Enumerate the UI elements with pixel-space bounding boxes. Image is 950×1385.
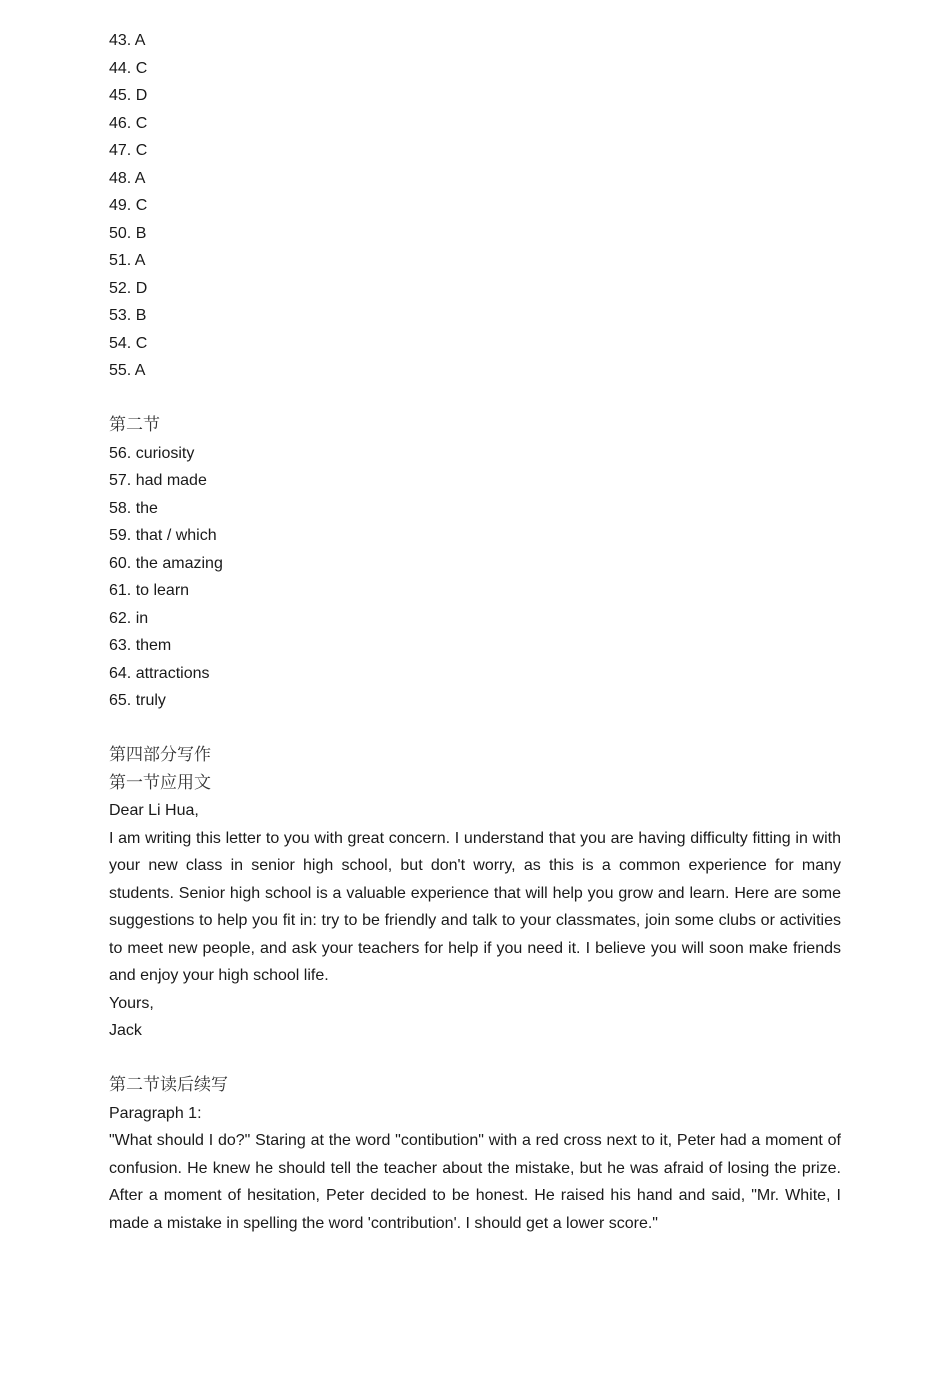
answer-item: 48. A (109, 169, 146, 187)
part4-section2-heading: 第二节读后续写 (109, 1075, 228, 1095)
answer-item: 64. attractions (109, 664, 210, 682)
answer-item: 58. the (109, 499, 158, 517)
paragraph-label: Paragraph 1: (109, 1104, 202, 1122)
answer-item: 56. curiosity (109, 444, 195, 462)
section2-heading: 第二节 (109, 415, 160, 435)
answer-item: 50. B (109, 224, 147, 242)
answer-item: 55. A (109, 362, 146, 379)
letter-closing: Yours, (109, 994, 154, 1012)
answer-item: 52. D (109, 279, 148, 297)
answer-item: 43. A (109, 32, 146, 49)
answer-item: 46. C (109, 114, 148, 132)
answer-item: 53. B (109, 307, 147, 324)
writing-part-block (109, 742, 841, 1045)
letter-signature: Jack (109, 1022, 142, 1039)
answer-item: 59. that / which (109, 527, 217, 544)
answer-item: 57. had made (109, 472, 207, 489)
spacer (109, 385, 841, 413)
answer-item: 54. C (109, 334, 148, 352)
answer-item: 63. them (109, 637, 172, 654)
answer-item: 51. A (109, 252, 146, 269)
answer-item: 47. C (109, 142, 148, 159)
answer-item: 65. truly (109, 692, 166, 709)
answer-item: 49. C (109, 197, 148, 214)
letter-greeting: Dear Li Hua, (109, 802, 199, 819)
spacer (109, 1045, 841, 1073)
part4-heading: 第四部分写作 (109, 745, 211, 765)
section1-answer-list (109, 27, 841, 385)
spacer (109, 715, 841, 743)
answer-item: 62. in (109, 609, 149, 627)
continuation-writing-block (109, 1072, 841, 1237)
answer-item: 61. to learn (109, 582, 190, 599)
answer-item: 44. C (109, 59, 148, 77)
answer-item: 60. the amazing (109, 554, 223, 572)
paragraph-body: "What should I do?" Staring at the word "contibution" with a red cross next to it, Peter had a moment of confusion. He knew he should tell the teacher about the mistake, but he was afraid of losing the prize. After a moment of hesitation, Peter decided to be honest. He raised his hand and said, "Mr. White, I made a mistake in spelling the word 'contribution'. I should get a lower score." (109, 1132, 841, 1232)
section2-block (109, 412, 841, 715)
document-page (109, 27, 841, 1237)
letter-body: I am writing this letter to you with great concern. I understand that you are having difficulty fitting in with your new class in senior high school, but don't worry, as this is a common experience for many students. Senior high school is a valuable experience that will help you grow and learn. Here are some suggestions to help you fit in: try to be friendly and talk to your classmates, join some clubs or activities to meet new people, and ask your teachers for help if you need it. I believe you will soon make friends and enjoy your high school life. (109, 829, 841, 984)
part4-subheading: 第一节应用文 (109, 772, 211, 793)
answer-item: 45. D (109, 87, 148, 104)
